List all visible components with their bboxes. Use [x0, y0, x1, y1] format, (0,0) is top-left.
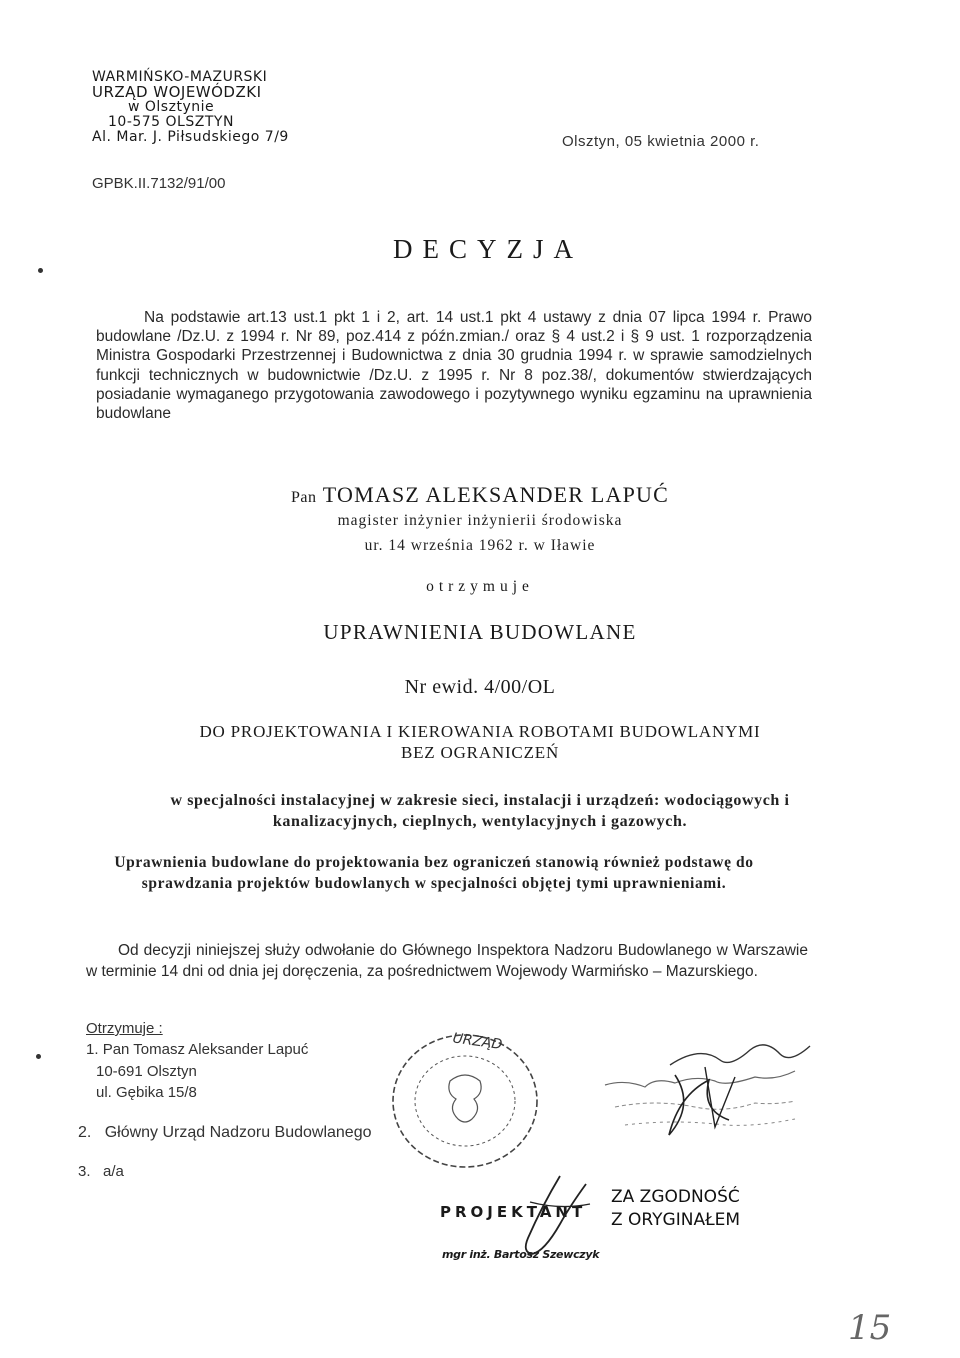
- issuer-line: URZĄD WOJEWÓDZKI: [92, 83, 262, 101]
- recipient-item-line: Główny Urząd Nadzoru Budowlanego: [104, 1124, 372, 1141]
- recipient-name-line: [0, 482, 960, 508]
- recipients-header: Otrzymuje :: [86, 1020, 163, 1037]
- recipient-item: [86, 1041, 308, 1058]
- recipient-item-line: a/a: [103, 1163, 124, 1180]
- recipient-item-line: 10-691 Olsztyn: [96, 1063, 197, 1080]
- reference-number: GPBK.II.7132/91/00: [92, 175, 226, 192]
- scope-line-1: DO PROJEKTOWANIA I KIEROWANIA ROBOTAMI BUDOWLANYMI: [199, 722, 761, 741]
- issuer-line: Al. Mar. J. Piłsudskiego 7/9: [92, 129, 289, 145]
- issuer-header: [92, 70, 289, 145]
- margin-mark: [38, 268, 43, 273]
- recipient-degree: magister inżynier inżynierii środowiska: [337, 512, 623, 529]
- document-date: Olsztyn, 05 kwietnia 2000 r.: [562, 133, 760, 150]
- designer-stamp-name: mgr inż. Bartosz Szewczyk: [442, 1248, 600, 1261]
- certification-line: ZA ZGODNOŚĆ: [611, 1187, 740, 1207]
- designer-stamp-role: PROJEKTANT: [440, 1203, 587, 1221]
- recipient-item-line: ul. Gębika 15/8: [96, 1084, 197, 1101]
- designer-signature-icon: [490, 1172, 600, 1262]
- recipient-name: TOMASZ ALEKSANDER LAPUĆ: [322, 482, 670, 507]
- receives-label: otrzymuje: [426, 578, 534, 595]
- recipient-item-line: Pan Tomasz Aleksander Lapuć: [102, 1041, 309, 1058]
- official-seal-icon: [380, 1026, 550, 1176]
- certification-stamp: [611, 1186, 740, 1232]
- permit-title: UPRAWNIENIA BUDOWLANE: [323, 620, 637, 644]
- recipient-item-number: 1.: [86, 1041, 99, 1058]
- decision-title: DECYZJA: [393, 234, 583, 264]
- recipient-prefix: Pan: [290, 489, 317, 506]
- recipient-birth: ur. 14 września 1962 r. w Iławie: [364, 537, 596, 554]
- recipient-item-number: 3.: [78, 1163, 91, 1180]
- issuer-line: WARMIŃSKO-MAZURSKI: [92, 69, 268, 85]
- certification-line: Z ORYGINAŁEM: [611, 1210, 741, 1230]
- recipient-item: [78, 1163, 124, 1180]
- legal-basis: Na podstawie art.13 ust.1 pkt 1 i 2, art. 14 ust.1 pkt 4 ustawy z dnia 07 lipca 1994 r. Prawo budowlane /Dz.U. z 1994 r. Nr 89, poz.414 z późn.zmian./ oraz § 4 ust.2 i § 9 ust. 1 rozporządzenia Ministra Gospodarki Przestrzennej i Budownictwa z dnia 30 grudnia 1994 r. w sprawie samodzielnych funkcji technicznych w budownictwie /Dz.U. z 1995 r. Nr 8 poz.38/, dokumentów stwierdzających posiadanie wymaganego przygotowania zawodowego i pozytywnego wyniku egzaminu na uprawnienia budowlane: [96, 309, 812, 423]
- seal-text: URZĄD: [451, 1030, 504, 1054]
- permit-note: Uprawnienia budowlane do projektowania bez ograniczeń stanowią również podstawę do sprawdzania projektów budowlanych w specjalności objętej tymi uprawnieniami.: [114, 854, 754, 892]
- issuer-line: 10-575 OLSZTYN: [108, 114, 234, 130]
- recipient-item: [78, 1124, 372, 1142]
- appeal-instructions: Od decyzji niniejszej służy odwołanie do Głównego Inspektora Nadzoru Budowlanego w Warszawie w terminie 14 dni od dnia jej doręczenia, za pośrednictwem Wojewody Warmińsko – Mazurskiego.: [86, 942, 808, 980]
- specialty: w specjalności instalacyjnej w zakresie sieci, instalacji i urządzeń: wodociągowych i kanalizacyjnych, cieplnych, wentylacyjnych i gazowych.: [170, 792, 790, 830]
- recipient-item-number: 2.: [78, 1124, 92, 1141]
- scope-line-2: BEZ OGRANICZEŃ: [400, 743, 560, 762]
- signature-icon: [660, 1030, 820, 1090]
- registry-number: Nr ewid. 4/00/OL: [404, 676, 556, 698]
- margin-mark: [36, 1054, 41, 1059]
- page-number: 15: [848, 1308, 892, 1348]
- issuer-line: w Olsztynie: [128, 99, 215, 115]
